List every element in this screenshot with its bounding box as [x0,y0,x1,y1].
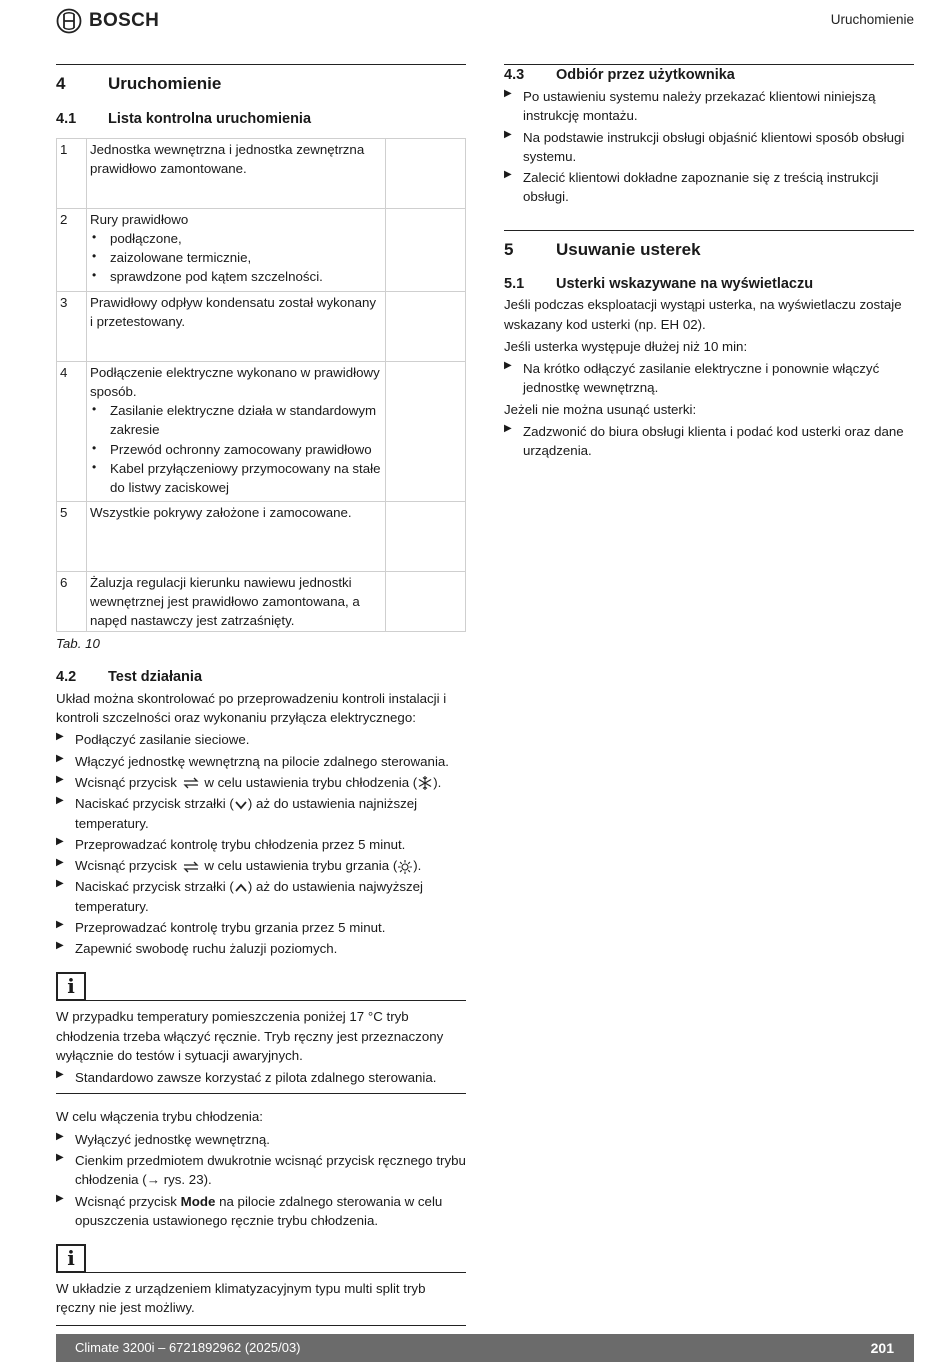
subsection-title: Usterki wskazywane na wyświetlaczu [556,276,814,293]
note-text: W przypadku temperatury pomieszczenia poniżej 17 °C tryb chłodzenia trzeba włączyć ręcznie. Tryb ręczny jest przeznaczony wyłącznie do testów i sytuacji awaryjnych. [56,1009,444,1063]
subsection-title: Test działania [108,668,203,685]
info-note [56,972,466,1094]
row-number: 4 [57,361,87,501]
check-cell[interactable] [386,138,466,208]
subsection-heading-4-1 [56,109,466,130]
list-item: ▶ Zapewnić swobodę ruchu żaluzji poziomych. [56,939,466,958]
list-item: ▶ Po ustawieniu systemu należy przekazać klientowi niniejszą instrukcję montażu. [504,87,914,126]
section-number: 4 [56,74,66,93]
list-item: ▶ Na podstawie instrukcji obsługi objaśnić klientowi sposób obsługi systemu. [504,128,914,167]
row-number: 6 [57,571,87,631]
list-item: ▶ Zalecić klientowi dokładne zapoznanie się z treścią instrukcji obsługi. [504,168,914,207]
cooling-mode-intro: W celu włączenia trybu chłodzenia: [56,1109,263,1125]
list-item: ▶ Przeprowadzać kontrolę trybu chłodzenia przez 5 minut. [56,835,466,854]
bullet-item: • Kabel przyłączeniowy przymocowany na stałe do listwy zaciskowej [90,459,382,498]
fault-paragraph: Jeżeli nie można usunąć usterki: [504,401,697,417]
table-row [57,501,466,571]
list-item: ▶ Naciskać przycisk strzałki ( ) aż do ustawienia najniższej temperatury. [56,794,466,833]
function-test-intro: Układ można skontrolować po przeprowadzeniu kontroli instalacji i kontroli szczelności oraz wykonaniu przyłącza elektrycznego: [56,690,447,726]
row-text: Żaluzja regulacji kierunku nawiewu jednostki wewnętrznej jest prawidłowo zamontowana, a napęd nastawczy jest zatrzaśnięty. [87,571,386,631]
bullet-item: • sprawdzone pod kątem szczelności. [90,267,382,286]
bullet-item: • Zasilanie elektryczne działa w standardowym zakresie [90,401,382,440]
section-heading-4 [56,64,466,97]
row-main-text: Podłączenie elektryczne wykonano w prawidłowy sposób. [90,364,380,399]
table-row [57,571,466,631]
row-text: Prawidłowy odpływ kondensatu został wykonany i przetestowany. [87,291,386,361]
list-item: ▶ Wyłączyć jednostkę wewnętrzną. [56,1130,466,1149]
section-title: Usuwanie usterek [556,239,701,259]
table-row [57,208,466,291]
mode-button-icon [181,775,201,791]
list-item: ▶ Podłączyć zasilanie sieciowe. [56,730,466,749]
sun-icon [397,859,413,875]
row-bullets [90,229,382,287]
info-icon: i [56,1244,86,1273]
table-caption: Tab. 10 [56,635,100,651]
row-text [87,208,386,291]
brand-name: BOSCH [89,10,160,31]
arrow-down-icon [234,799,248,811]
page-number: 201 [870,1339,894,1356]
bosch-armature-icon [56,8,82,34]
list-item: ▶ Przeprowadzać kontrolę trybu grzania przez 5 minut. [56,918,466,937]
arrow-up-icon [234,882,248,894]
left-column [56,64,466,1326]
section-heading-5 [504,230,914,263]
page-footer [56,1334,914,1362]
info-icon: i [56,972,86,1001]
row-text [87,361,386,501]
list-item: ▶ Włączyć jednostkę wewnętrzną na pilocie zdalnego sterowania. [56,752,466,771]
check-cell[interactable] [386,571,466,631]
commissioning-checklist-table [56,138,466,632]
list-item: ▶ Naciskać przycisk strzałki ( ) aż do ustawienia najwyższej temperatury. [56,877,466,916]
list-item: ▶ Zadzwonić do biura obsługi klienta i podać kod usterki oraz dane urządzenia. [504,422,914,461]
row-text: Wszystkie pokrywy założone i zamocowane. [87,501,386,571]
row-bullets [90,401,382,497]
function-test-steps [56,730,466,958]
mode-button-icon [181,859,201,875]
subsection-number: 5.1 [504,276,525,293]
note-text: W układzie z urządzeniem klimatyzacyjnym typu multi split tryb ręczny nie jest możliwy. [56,1281,426,1316]
right-column [504,64,914,462]
table-row [57,361,466,501]
row-number: 5 [57,501,87,571]
bullet-item: • zaizolowane termicznie, [90,248,382,267]
check-cell[interactable] [386,208,466,291]
running-header: Uruchomienie [830,12,914,27]
row-number: 2 [57,208,87,291]
fault-paragraph: Jeśli usterka występuje dłużej niż 10 min: [504,338,748,354]
fault-paragraph: Jeśli podczas eksploatacji wystąpi usterka, na wyświetlaczu zostaje wskazany kod usterki (np. EH 02). [504,297,902,332]
row-number: 3 [57,291,87,361]
subsection-title: Odbiór przez użytkownika [556,67,735,83]
subsection-heading-4-3 [504,64,914,86]
row-text: Jednostka wewnętrzna i jednostka zewnętrzna prawidłowo zamontowane. [87,138,386,208]
subsection-heading-5-1 [504,274,914,295]
list-item: ▶ Wcisnąć przycisk w celu ustawienia trybu chłodzenia ( ). [56,773,466,792]
info-note [56,1244,466,1326]
bullet-item: • podłączone, [90,229,382,248]
section-number: 5 [504,239,514,259]
bullet-item: • Przewód ochronny zamocowany prawidłowo [90,440,382,459]
list-item: ▶ Wcisnąć przycisk Mode na pilocie zdalnego sterowania w celu opuszczenia ustawionego ręcznie trybu chłodzenia. [56,1192,466,1231]
list-item: ▶ Na krótko odłączyć zasilanie elektryczne i ponownie włączyć jednostkę wewnętrzną. [504,359,914,398]
mode-key-label: Mode [180,1193,216,1209]
subsection-number: 4.2 [56,668,77,685]
handover-list [504,87,914,207]
table-row [57,291,466,361]
document-id: Climate 3200i – 6721892962 (2025/03) [75,1339,301,1355]
section-title: Uruchomienie [108,74,222,93]
arrow-right-icon: → [146,1172,160,1188]
list-item: ▶ Standardowo zawsze korzystać z pilota zdalnego sterowania. [56,1068,466,1087]
bosch-logo [56,7,159,35]
subsection-title: Lista kontrolna uruchomienia [108,110,312,127]
snowflake-icon [417,775,433,791]
cooling-mode-steps [56,1130,466,1230]
table-row [57,138,466,208]
list-item: ▶ Cienkim przedmiotem dwukrotnie wcisnąć przycisk ręcznego trybu chłodzenia (→ rys. 23). [56,1151,466,1190]
row-main-text: Rury prawidłowo [90,211,189,227]
check-cell[interactable] [386,501,466,571]
list-item: ▶ Wcisnąć przycisk w celu ustawienia trybu grzania ( ). [56,856,466,875]
subsection-heading-4-2 [56,667,466,688]
check-cell[interactable] [386,291,466,361]
row-number: 1 [57,138,87,208]
subsection-number: 4.1 [56,110,77,127]
check-cell[interactable] [386,361,466,501]
subsection-number: 4.3 [504,67,525,83]
